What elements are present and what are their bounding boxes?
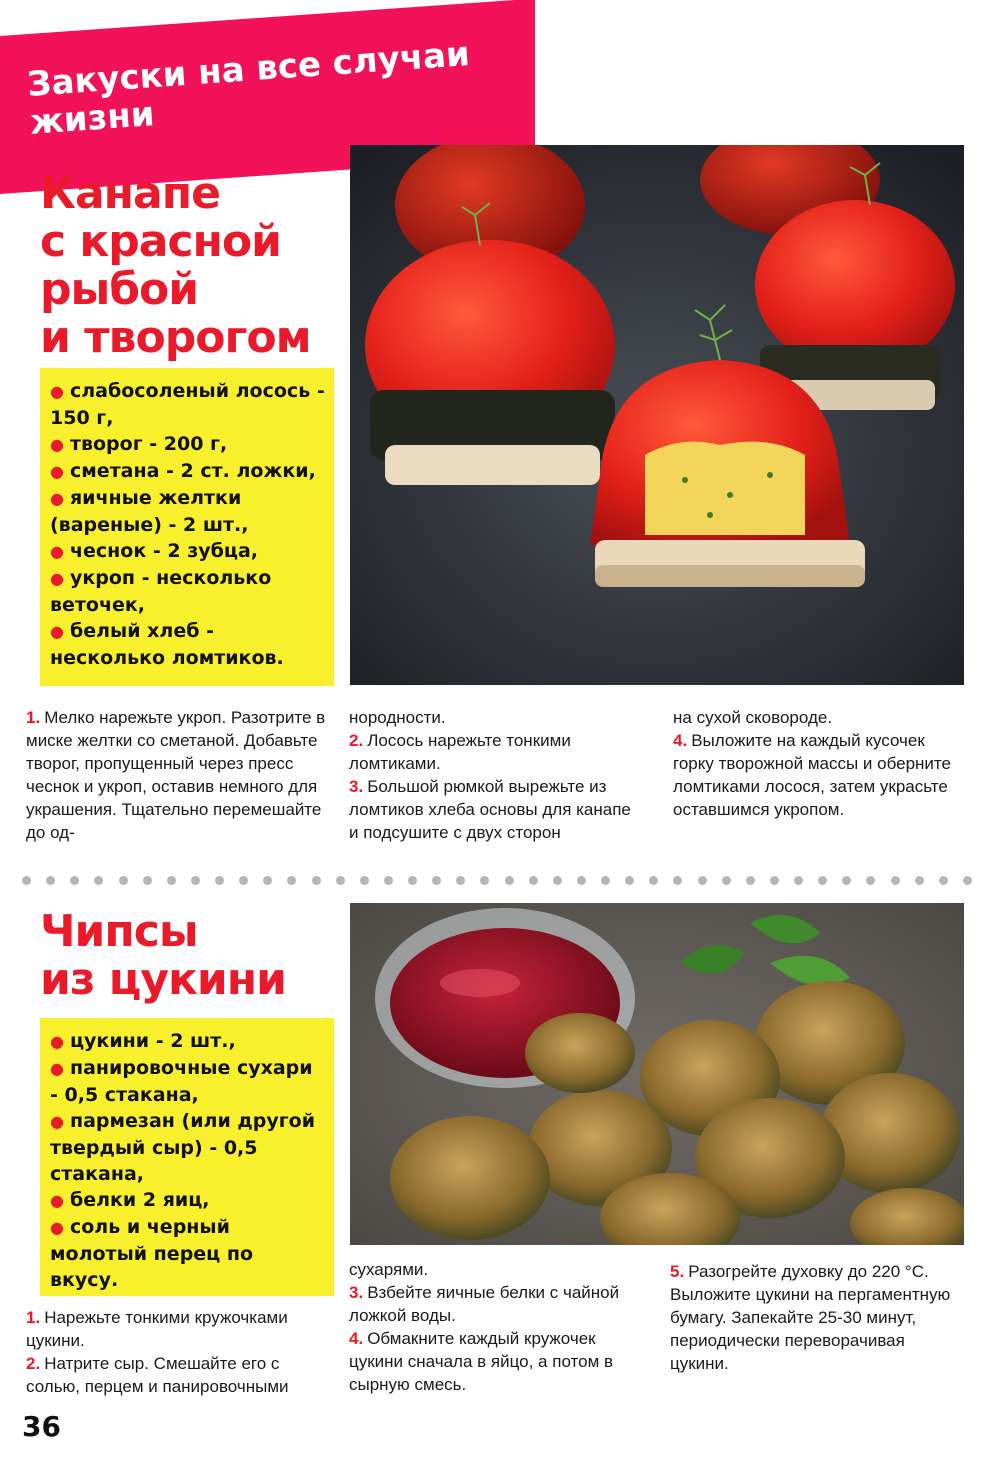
ingredient-item: ● сметана - 2 ст. ложки, bbox=[50, 460, 316, 482]
recipe2-ingredients bbox=[40, 1018, 334, 1296]
section-divider bbox=[22, 874, 972, 886]
bullet-icon: ● bbox=[50, 382, 64, 401]
bullet-icon: ● bbox=[50, 1059, 64, 1078]
ingredient-item: ● слабосоленый лосось - 150 г, bbox=[50, 380, 325, 429]
canape-photo bbox=[350, 145, 964, 685]
step: 1. Нарежьте тонкими кружочками цукини. bbox=[26, 1308, 288, 1350]
zucchini-chips-image bbox=[350, 903, 964, 1245]
recipe1-ingredients bbox=[40, 368, 334, 686]
step: 2. Натрите сыр. Смешайте его с солью, перцем и панировочными bbox=[26, 1354, 289, 1396]
recipe2-title-line: из цукини bbox=[40, 954, 286, 1005]
ingredient-item: ● пармезан (или другой твердый сыр) - 0,5 стакана, bbox=[50, 1110, 316, 1185]
step: 2. Лосось нарежьте тонкими ломтиками. bbox=[349, 731, 571, 773]
step: сухарями. bbox=[349, 1260, 429, 1279]
recipe1-title-line: с красной bbox=[40, 216, 281, 267]
bullet-icon: ● bbox=[50, 1112, 64, 1131]
bullet-icon: ● bbox=[50, 542, 64, 561]
bullet-icon: ● bbox=[50, 1191, 64, 1210]
step: 3. Большой рюмкой вырежьте из ломтиков хлеба основы для канапе и подсушите с двух сторон bbox=[349, 777, 631, 842]
bullet-icon: ● bbox=[50, 435, 64, 454]
step: нородности. bbox=[349, 708, 446, 727]
recipe2-steps-col1 bbox=[26, 1306, 326, 1398]
recipe1-title-line: рыбой bbox=[40, 264, 199, 315]
bullet-icon: ● bbox=[50, 1218, 64, 1237]
ingredient-item: ● белый хлеб - несколько ломтиков. bbox=[50, 620, 284, 669]
ingredient-item: ● творог - 200 г, bbox=[50, 433, 228, 455]
recipe2-steps-col2 bbox=[349, 1258, 645, 1396]
recipe2-steps-col3 bbox=[670, 1260, 968, 1375]
recipe1-steps-col2 bbox=[349, 706, 645, 844]
ingredient-item: ● панировочные сухари - 0,5 стакана, bbox=[50, 1057, 313, 1106]
bullet-icon: ● bbox=[50, 489, 64, 508]
recipe1-title-line: Канапе bbox=[40, 168, 220, 219]
recipe2-title bbox=[40, 908, 286, 1004]
recipe1-steps-col1 bbox=[26, 706, 326, 844]
ingredient-item: ● укроп - несколько веточек, bbox=[50, 567, 272, 616]
step: 5. Разогрейте духовку до 220 °С. Выложите цукини на пергаментную бумагу. Запекайте 25-30 минут, периодически переворачивая цукини. bbox=[670, 1262, 951, 1373]
ingredient-item: ● белки 2 яиц, bbox=[50, 1189, 210, 1211]
section-title: Закуски на все случаи жизни bbox=[25, 34, 472, 143]
page-number: 36 bbox=[22, 1410, 61, 1443]
step: 4. Выложите на каждый кусочек горку творожной массы и оберните ломтиками лосося, затем украсьте оставшимся укропом. bbox=[673, 731, 951, 819]
ingredient-item: ● чеснок - 2 зубца, bbox=[50, 540, 259, 562]
step: 3. Взбейте яичные белки с чайной ложкой воды. bbox=[349, 1283, 620, 1325]
recipe1-title bbox=[40, 170, 311, 362]
bullet-icon: ● bbox=[50, 462, 64, 481]
canape-image bbox=[350, 145, 964, 685]
zucchini-chips-photo bbox=[350, 903, 964, 1245]
bullet-icon: ● bbox=[50, 1032, 64, 1051]
recipe1-title-line: и творогом bbox=[40, 312, 311, 363]
bullet-icon: ● bbox=[50, 569, 64, 588]
ingredient-item: ● яичные желтки (вареные) - 2 шт., bbox=[50, 487, 249, 536]
step: 1. Мелко нарежьте укроп. Разотрите в миске желтки со сметаной. Добавьте творог, пропущенный через пресс чеснок и укроп, оставив немного для украшения. Тщательно перемешайте до од- bbox=[26, 708, 326, 842]
step: на сухой сковороде. bbox=[673, 708, 833, 727]
ingredient-item: ● цукини - 2 шт., bbox=[50, 1030, 236, 1052]
step: 4. Обмакните каждый кружочек цукини сначала в яйцо, а потом в сырную смесь. bbox=[349, 1329, 614, 1394]
recipe2-title-line: Чипсы bbox=[40, 906, 198, 957]
bullet-icon: ● bbox=[50, 622, 64, 641]
ingredient-item: ● соль и черный молотый перец по вкусу. bbox=[50, 1216, 254, 1291]
recipe1-steps-col3 bbox=[673, 706, 969, 821]
